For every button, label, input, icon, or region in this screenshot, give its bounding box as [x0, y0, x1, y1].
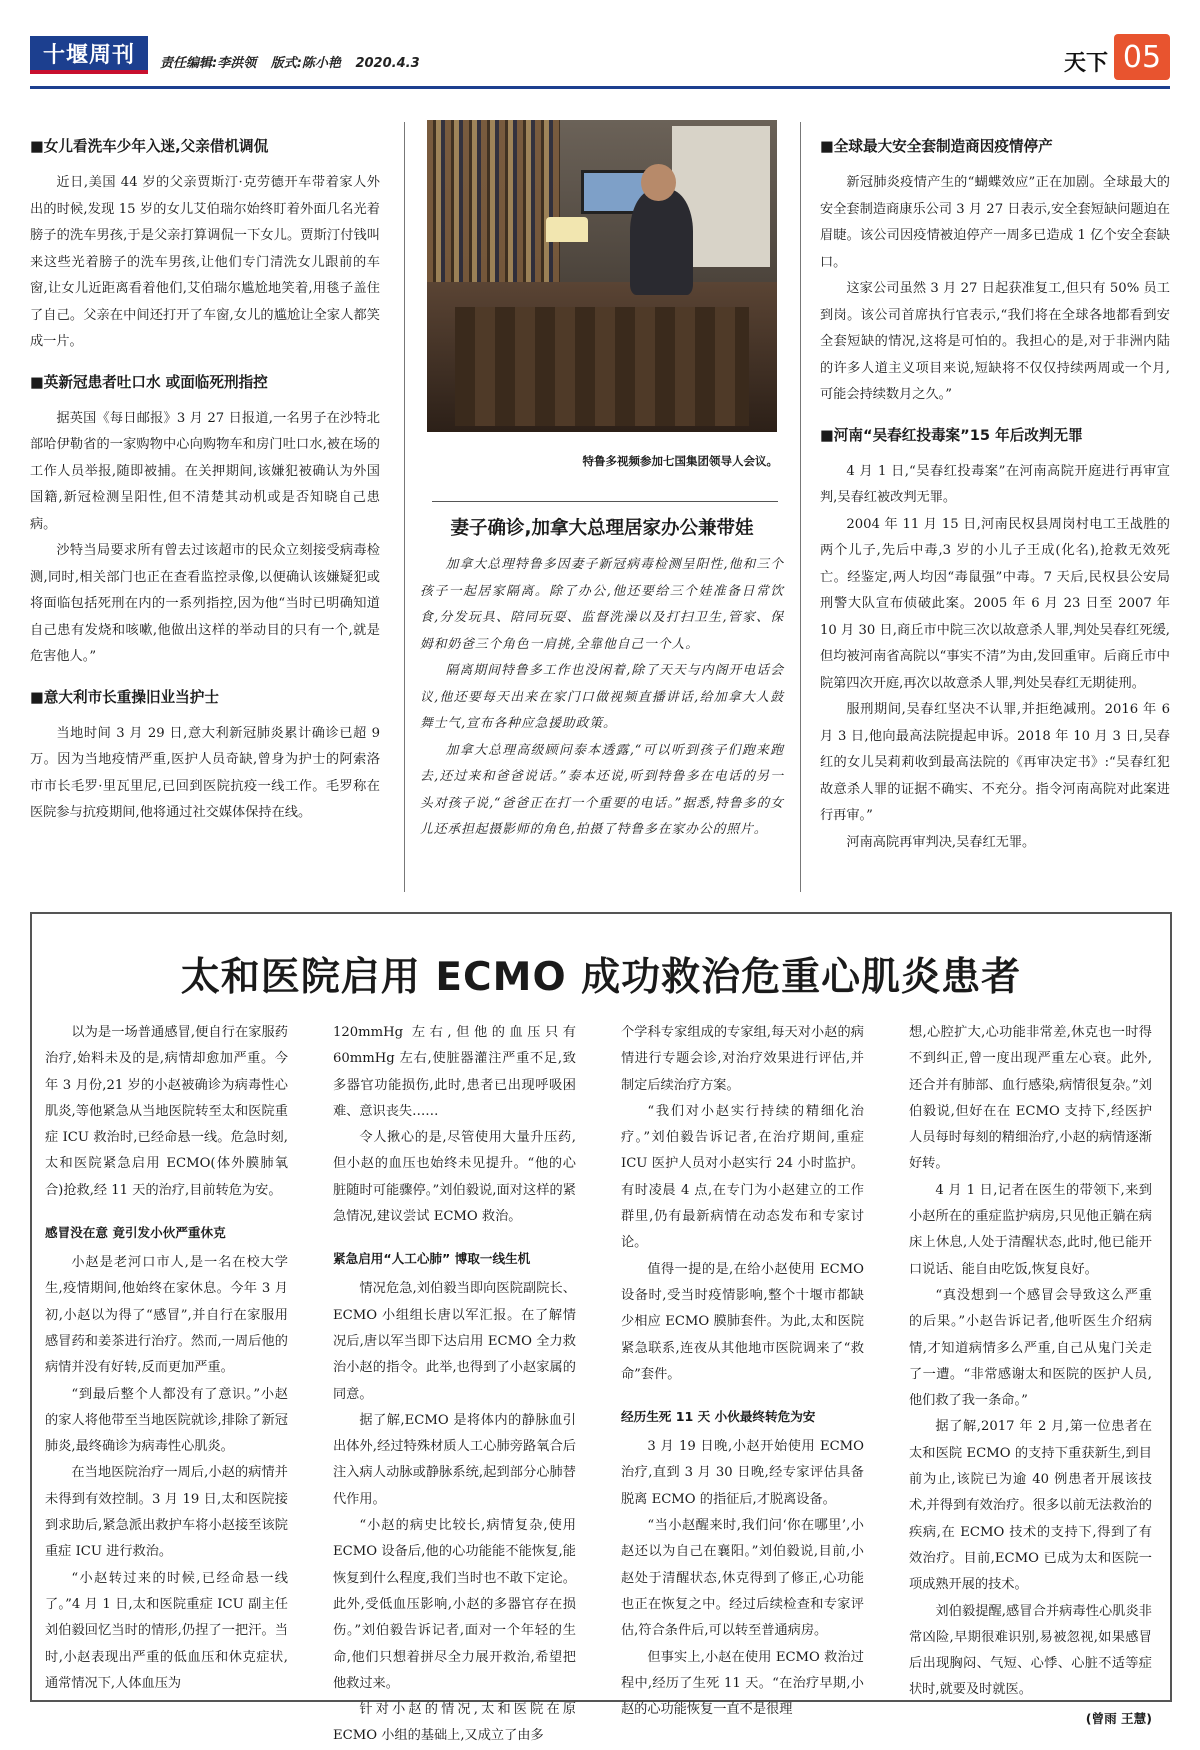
header-rule: [30, 86, 1170, 89]
feature-column: [333, 1020, 576, 1750]
article-title: ■全球最大安全套制造商因疫情停产: [820, 138, 1053, 155]
feature-column: [909, 1020, 1152, 1732]
article-paragraph: 针对小赵的情况,太和医院在原 ECMO 小组的基础上,又成立了由多: [333, 1702, 576, 1744]
subheading: 经历生死 11 天 小伙最终转危为安: [621, 1409, 816, 1425]
article-paragraph: 加拿大总理特鲁多因妻子新冠病毒检测呈阳性,他和三个孩子一起居家隔离。除了办公,他还要给三个娃准备日常饮食,分发玩具、陪同玩耍、监督洗澡以及打扫卫生,管家、保姆和奶爸三个角色一肩挑,全靠他自己一个人。: [420, 557, 784, 652]
article-paragraph: 但事实上,小赵在使用 ECMO 救治过程中,经历了生死 11 天。“在治疗早期,小赵的心功能恢复一直不是很理: [621, 1649, 864, 1718]
article-paragraph: 小赵是老河口市人,是一名在校大学生,疫情期间,他始终在家休息。今年 3 月初,小赵以为得了“感冒”,并自行在家服用感冒药和姜茶进行治疗。然而,一周后他的病情并没有好转,反而更加严重。: [45, 1255, 288, 1376]
newspaper-logo: [30, 36, 148, 74]
article-paragraph: 隔离期间特鲁多工作也没闲着,除了天天与内阁开电话会议,他还要每天出来在家门口做视频直播讲话,给加拿大人鼓舞士气,宣布各种应急援助政策。: [420, 663, 784, 731]
article-paragraph: 3 月 19 日晚,小赵开始使用 ECMO 治疗,直到 3 月 30 日晚,经专家评估具备脱离 ECMO 的指征后,才脱离设备。: [621, 1439, 864, 1507]
article-title: ■英新冠患者吐口水 或面临死刑指控: [30, 373, 268, 391]
article-paragraph: “小赵转过来的时候,已经命悬一线了。”4 月 1 日,太和医院重症 ICU 副主任刘伯毅回忆当时的情形,仍捏了一把汗。当时,小赵表现出严重的低血压和休克症状,通常情况下,人体血压为: [45, 1570, 288, 1691]
article-paragraph: 据了解,ECMO 是将体内的静脉血引出体外,经过特殊材质人工心肺旁路氧合后注入病人动脉或静脉系统,起到部分心肺替代作用。: [333, 1412, 576, 1507]
logo-text: 十堰周刊: [42, 41, 135, 68]
article-paragraph: 情况危急,刘伯毅当即向医院副院长、ECMO 小组组长唐以军汇报。在了解情况后,唐以军当即下达启用 ECMO 全力救治小赵的指令。此举,也得到了小赵家属的同意。: [333, 1281, 576, 1402]
article-paragraph: 近日,美国 44 岁的父亲贾斯汀·克劳德开车带着家人外出的时候,发现 15 岁的女儿艾伯瑞尔始终盯着外面几名光着膀子的洗车男孩,于是父亲打算调侃一下女儿。贾斯汀付钱叫来这些光着膀子的洗车男孩,让他们专门清洗女儿跟前的车窗,让女儿近距离看着他们,艾伯瑞尔尴尬地笑着,用毯子盖住了自己。父亲在中间还打开了车窗,女儿的尴尬让全家人都笑成一片。: [30, 175, 380, 349]
article-paragraph: 新冠肺炎疫情产生的“蝴蝶效应”正在加剧。全球最大的安全套制造商康乐公司 3 月 27 日表示,安全套短缺问题迫在眉睫。该公司因疫情被迫停产一周多已造成 1 亿个安全套缺口。: [820, 175, 1170, 270]
article-paragraph: “真没想到一个感冒会导致这么严重的后果。”小赵告诉记者,他听医生介绍病情,才知道病情多么严重,自己从鬼门关走了一遭。“非常感谢太和医院的医护人员,他们救了我一条命。”: [909, 1287, 1152, 1409]
article-paragraph: 服刑期间,吴春红坚决不认罪,并拒绝减刑。2016 年 6 月 3 日,他向最高法院提起申诉。2018 年 10 月 3 日,吴春红的女儿吴莉莉收到最高法院的《再审决定书》:“吴春红犯故意杀人罪的证据不确实、不充分。指令河南高院对此案进行再审。”: [820, 702, 1170, 823]
article-paragraph: 在当地医院治疗一周后,小赵的病情并未得到有效控制。3 月 19 日,太和医院接到求助后,紧急派出救护车将小赵接至该院重症 ICU 进行救治。: [45, 1465, 288, 1560]
article-paragraph: 令人揪心的是,尽管使用大量升压药,但小赵的血压也始终未见提升。“他的心脏随时可能骤停。”刘伯毅说,面对这样的紧急情况,建议尝试 ECMO 救治。: [333, 1130, 576, 1225]
article-paragraph: “小赵的病史比较长,病情复杂,使用 ECMO 设备后,他的心功能能不能恢复,能恢复到什么程度,我们当时也不敢下定论。此外,受低血压影响,小赵的多器官存在损伤。”刘伯毅告诉记者,面对一个年轻的生命,他们只想着拼尽全力展开救治,希望把他救过来。: [333, 1518, 576, 1691]
feature-headline: 太和医院启用 ECMO 成功救治危重心肌炎患者: [180, 955, 1022, 1000]
middle-column: [420, 120, 784, 844]
subheading: 感冒没在意 竟引发小伙严重休克: [45, 1225, 226, 1241]
article-paragraph: “我们对小赵实行持续的精细化治疗。”刘伯毅告诉记者,在治疗期间,重症 ICU 医护人员对小赵实行 24 小时监护。有时凌晨 4 点,在专门为小赵建立的工作群里,仍有最新病情在动态发布和专家讨论。: [621, 1103, 864, 1251]
editor-line: [160, 52, 430, 71]
column-divider: [800, 122, 801, 892]
left-column: [30, 136, 380, 827]
article-paragraph: “到最后整个人都没有了意识。”小赵的家人将他带至当地医院就诊,排除了新冠肺炎,最终确诊为病毒性心肌炎。: [45, 1386, 288, 1455]
article-paragraph: “当小赵醒来时,我们问‘你在哪里’,小赵还以为自己在襄阳。”刘伯毅说,目前,小赵处于清醒状态,休克得到了修正,心功能也正在恢复之中。经过后续检查和专家评估,符合条件后,可以转至普通病房。: [621, 1518, 864, 1639]
article-paragraph: 刘伯毅提醒,感冒合并病毒性心肌炎非常凶险,早期很难识别,易被忽视,如果感冒后出现胸闷、气短、心悸、心脏不适等症状时,就要及时就医。: [909, 1603, 1152, 1698]
article-paragraph: 想,心腔扩大,心功能非常差,休克也一时得不到纠正,曾一度出现严重左心衰。此外,还合并有肺部、血行感染,病情很复杂。”刘伯毅说,但好在在 ECMO 支持下,经医护人员每时每刻的精细治疗,小赵的病情逐渐好转。: [909, 1025, 1152, 1172]
article-title: ■河南“吴春红投毒案”15 年后改判无罪: [820, 426, 1083, 444]
article-paragraph: 这家公司虽然 3 月 27 日起获准复工,但只有 50% 员工到岗。该公司首席执行官表示,“我们将在全球各地都看到安全套短缺的情况,这将是可怕的。我担心的是,对于非洲内陆的许多人道主义项目来说,短缺将不仅仅持续两周或一个月,可能会持续数月之久。”: [820, 281, 1170, 402]
article-title: ■女儿看洗车少年入迷,父亲借机调侃: [30, 138, 269, 155]
article-paragraph: 2004 年 11 月 15 日,河南民权县周岗村电工王战胜的两个儿子,先后中毒,3 岁的小儿子王成(化名),抢救无效死亡。经鉴定,两人均因“毒鼠强”中毒。7 天后,民权县公安局刑警大队宣布侦破此案。2005 年 6 月 23 日至 2007 年 10 月 30 日,商丘市中院三次以故意杀人罪,判处吴春红死缓,但均被河南省高院以“事实不清”为由,发回重审。后商丘市中院第四次开庭,再次以故意杀人罪,判处吴春红无期徒刑。: [820, 516, 1170, 691]
subheading: 紧急启用“人工心肺” 博取一线生机: [333, 1251, 531, 1267]
article-paragraph: 以为是一场普通感冒,便自行在家服药治疗,始料未及的是,病情却愈加严重。今年 3 月份,21 岁的小赵被确诊为病毒性心肌炎,等他紧急从当地医院转至太和医院重症 ICU 救治时,已经命悬一线。危急时刻,太和医院紧急启用 ECMO(体外膜肺氧合)抢救,经 11 天的治疗,目前转危为安。: [45, 1025, 288, 1198]
article-paragraph: 据英国《每日邮报》3 月 27 日报道,一名男子在沙特北部哈伊勒省的一家购物中心向购物车和房门吐口水,被在场的工作人员举报,随即被捕。在关押期间,该嫌犯被确认为外国国籍,新冠检测呈阳性,但不清楚其动机或是否知晓自己患病。: [30, 410, 380, 532]
article-paragraph: 个学科专家组成的专家组,每天对小赵的病情进行专题会诊,对治疗效果进行评估,并制定后续治疗方案。: [621, 1025, 864, 1093]
article-paragraph: 河南高院再审判决,吴春红无罪。: [846, 834, 1036, 850]
section-name: 天下: [1063, 51, 1108, 76]
article-paragraph: 沙特当局要求所有曾去过该超市的民众立刻接受病毒检测,同时,相关部门也正在查看监控录像,以便确认该嫌疑犯或将面临包括死刑在内的一系列指控,因为他“当时已明确知道自己患有发烧和咳嗽,他做出这样的举动目的只有一个,就是危害他人。”: [30, 543, 380, 664]
article-paragraph: 4 月 1 日,“吴春红投毒案”在河南高院开庭进行再审宣判,吴春红被改判无罪。: [820, 463, 1170, 505]
layout-editor: 版式:陈小艳: [270, 56, 341, 71]
article-paragraph: 120mmHg 左右,但他的血压只有 60mmHg 左右,使脏器灌注严重不足,致多器官功能损伤,此时,患者已出现呼吸困难、意识丧失……: [333, 1025, 576, 1119]
article-paragraph: 当地时间 3 月 29 日,意大利新冠肺炎累计确诊已超 9 万。因为当地疫情严重,医护人员奇缺,曾身为护士的阿索洛市市长毛罗·里瓦里尼,已回到医院抗疫一线工作。毛罗称在医院参与抗疫期间,他将通过社交媒体保持在线。: [30, 725, 380, 820]
issue-date: 2020.4.3: [355, 56, 420, 71]
byline: (曾雨 王慧): [1085, 1710, 1152, 1726]
divider: [432, 501, 778, 502]
article-title: 妻子确诊,加拿大总理居家办公兼带娃: [450, 517, 754, 539]
article-paragraph: 据了解,2017 年 2 月,第一位患者在太和医院 ECMO 的支持下重获新生,到目前为止,该院已为逾 40 例患者开展该技术,并得到有效治疗。很多以前无法救治的疾病,在 ECMO 技术的支持下,得到了有效治疗。目前,ECMO 已成为太和医院一项成熟开展的技术。: [909, 1419, 1152, 1593]
page-number: 05: [1114, 34, 1170, 80]
trudeau-office-photo: [427, 120, 777, 432]
photo-caption: 特鲁多视频参加七国集团领导人会议。: [582, 454, 778, 468]
feature-column: [621, 1020, 864, 1723]
page-header: [30, 30, 1170, 82]
article-title: ■意大利市长重操旧业当护士: [30, 688, 219, 706]
article-paragraph: 值得一提的是,在给小赵使用 ECMO 设备时,受当时疫情影响,整个十堰市都缺少相应 ECMO 膜肺套件。为此,太和医院紧急联系,连夜从其他地市医院调来了“救命”套件。: [621, 1261, 864, 1382]
editor: 责任编辑:李洪领: [160, 56, 257, 71]
article-paragraph: 4 月 1 日,记者在医生的带领下,来到小赵所在的重症监护病房,只见他正躺在病床上休息,人处于清醒状态,此时,他已能开口说话、能自由吃饭,恢复良好。: [909, 1182, 1152, 1277]
article-paragraph: 加拿大总理高级顾问泰本透露,“可以听到孩子们跑来跑去,还过来和爸爸说话。”泰本还说,听到特鲁多在电话的另一头对孩子说,“爸爸正在打一个重要的电话。”据悉,特鲁多的女儿还承担起摄影师的角色,拍摄了特鲁多在家办公的照片。: [420, 742, 784, 837]
column-divider: [404, 122, 405, 892]
article-body: [420, 552, 784, 844]
feature-article-box: [30, 912, 1172, 1744]
feature-column: [45, 1020, 288, 1697]
right-column: [820, 136, 1170, 856]
